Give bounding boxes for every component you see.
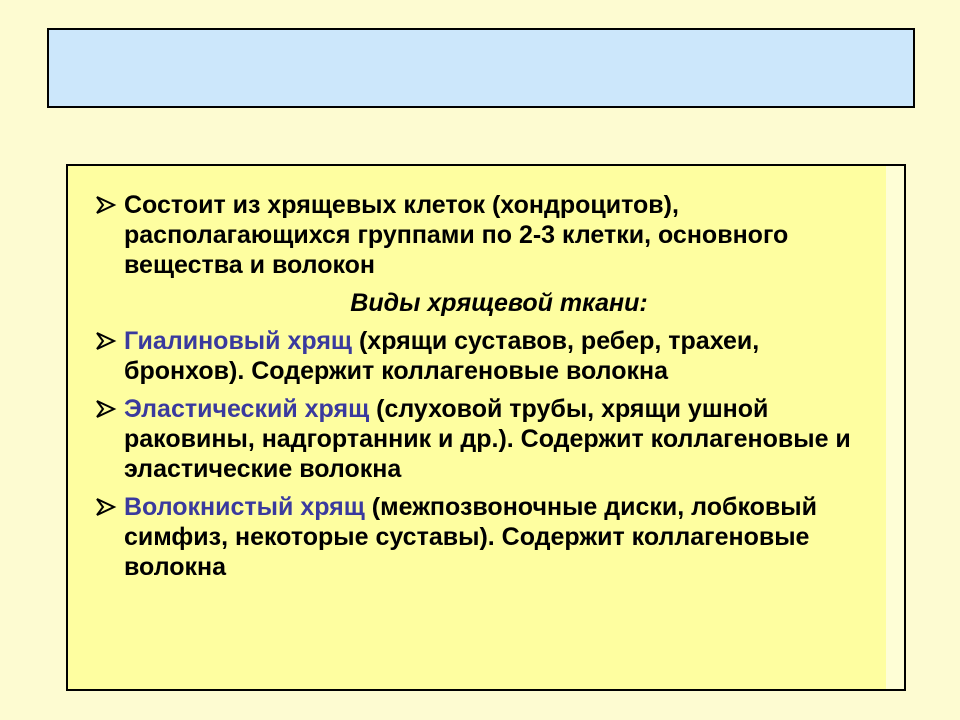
section-subheading: Виды хрящевой ткани:: [350, 289, 648, 317]
cartilage-type-description: (межпозвоночные диски, лобковый симфиз, некоторые суставы). Содержит коллагеновые волокна: [124, 493, 817, 581]
arrowhead-bullet-icon: [94, 396, 118, 422]
cartilage-type-term: Волокнистый хрящ: [124, 493, 365, 521]
cartilage-type-description: (хрящи суставов, ребер, трахеи, бронхов). Содержит коллагеновые волокна: [124, 327, 760, 385]
bullet-item-hyaline: [94, 326, 874, 386]
bullet-item-fibrous: [94, 492, 874, 582]
arrowhead-bullet-icon: [94, 328, 118, 354]
bullet-item-elastic: [94, 394, 874, 484]
cartilage-type-description: (слуховой трубы, хрящи ушной раковины, надгортанник и др.). Содержит коллагеновые и эластические волокна: [124, 395, 851, 483]
content-box: [66, 164, 906, 691]
content-list: [94, 190, 874, 590]
arrowhead-bullet-icon: [94, 192, 118, 218]
cartilage-type-term: Эластический хрящ: [124, 395, 370, 423]
slide-title-box: [47, 28, 915, 108]
arrowhead-bullet-icon: [94, 494, 118, 520]
intro-text: Состоит из хрящевых клеток (хондроцитов), располагающихся группами по 2-3 клетки, основного вещества и волокон: [124, 191, 789, 279]
bullet-item-intro: [94, 190, 874, 280]
cartilage-type-term: Гиалиновый хрящ: [124, 327, 353, 355]
